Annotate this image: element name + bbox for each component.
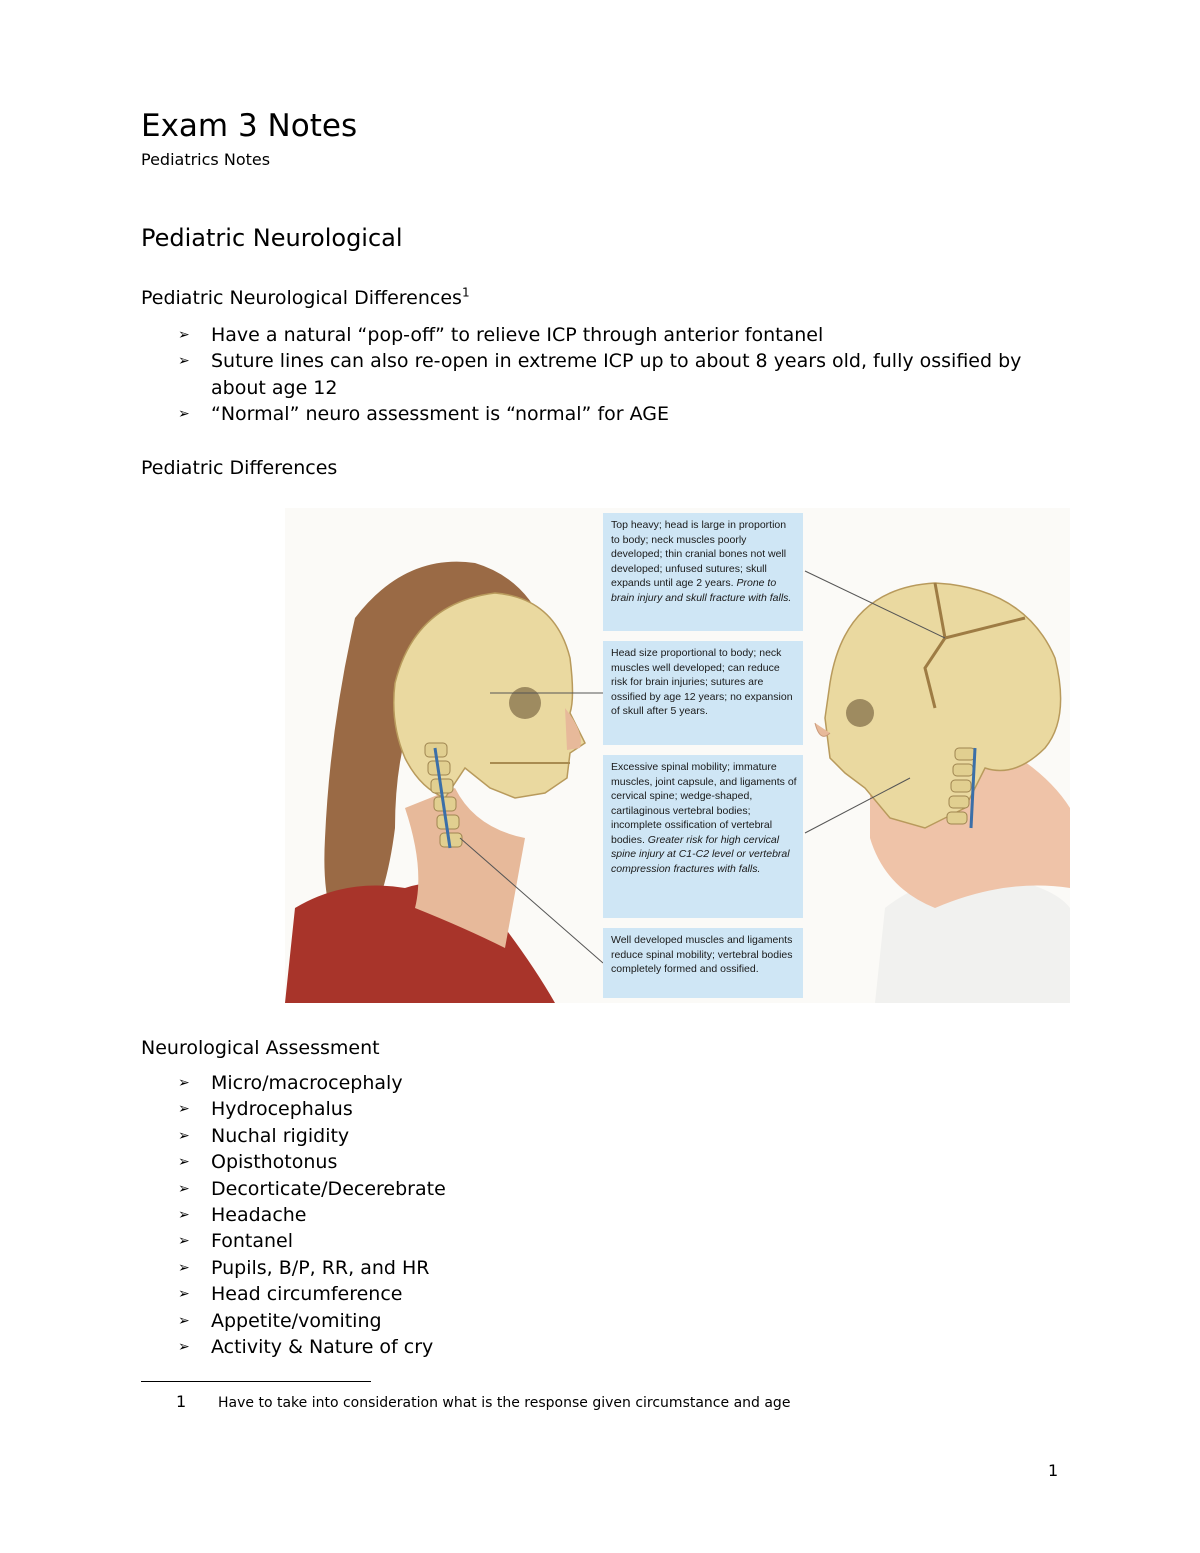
list-item: [178, 401, 1068, 427]
list-item-text: Micro/macrocephaly: [211, 1072, 403, 1094]
footnote-separator: [141, 1381, 371, 1382]
list-item-text: Have a natural “pop-off” to relieve ICP through anterior fontanel: [211, 324, 824, 346]
list-item-text: Suture lines can also re-open in extreme ICP up to about 8 years old, fully ossified by about age 12: [211, 350, 1022, 399]
list-item-text: Decorticate/Decerebrate: [211, 1177, 446, 1200]
callout-infant-head: Top heavy; head is large in proportion to body; neck muscles poorly developed; thin cranial bones not well developed; unfused sutures; skull expands until age 2 years. Prone to brain injury and skull fracture with falls.: [603, 513, 803, 631]
bullet-arrow-icon: ➢: [178, 406, 190, 423]
bullet-arrow-icon: ➢: [178, 1075, 190, 1091]
list-item-text: Fontanel: [211, 1230, 294, 1253]
adult-eye-socket: [509, 687, 541, 719]
list-item-text: Headache: [211, 1204, 307, 1227]
list-item-text: Pupils, B/P, RR, and HR: [211, 1256, 430, 1279]
footnote: [176, 1392, 790, 1411]
document-subtitle: Pediatrics Notes: [141, 150, 271, 169]
list-item: [178, 1281, 1068, 1307]
anatomy-figure: [285, 508, 1070, 1003]
page-number: 1: [1048, 1461, 1059, 1480]
bullet-arrow-icon: ➢: [178, 1207, 190, 1224]
list-item-text: Head circumference: [211, 1283, 403, 1306]
list-item: [178, 348, 1068, 401]
list-item-text: Opisthotonus: [211, 1151, 338, 1174]
list-item: [178, 1096, 1068, 1122]
pediatric-differences-heading: Pediatric Differences: [141, 457, 338, 479]
footnote-number: 1: [176, 1392, 187, 1411]
bullet-arrow-icon: ➢: [178, 1127, 190, 1144]
footnote-reference[interactable]: 1: [461, 285, 470, 300]
callout-adult-head: Head size proportional to body; neck muscles well developed; can reduce risk for brain injuries; sutures are ossified by age 12 years; no expansion of skull after 5 years.: [603, 641, 803, 745]
bullet-arrow-icon: ➢: [178, 1312, 190, 1329]
callout-adult-spine: Well developed muscles and ligaments reduce spinal mobility; vertebral bodies completely formed and ossified.: [603, 928, 803, 998]
child-blanket: [875, 876, 1070, 1003]
bullet-arrow-icon: ➢: [178, 1101, 190, 1118]
list-item-text: “Normal” neuro assessment is “normal” for AGE: [211, 403, 669, 426]
list-item: [178, 1228, 1068, 1254]
document-title: Exam 3 Notes: [141, 108, 358, 144]
assessment-list: [178, 1070, 1068, 1360]
bullet-arrow-icon: ➢: [178, 353, 190, 370]
differences-list: [178, 322, 1068, 428]
bullet-arrow-icon: ➢: [178, 1339, 190, 1356]
list-item: [178, 1123, 1068, 1149]
list-item-text: Nuchal rigidity: [211, 1124, 350, 1147]
list-item: [178, 1176, 1068, 1202]
bullet-arrow-icon: ➢: [178, 1233, 190, 1250]
list-item-text: Appetite/vomiting: [211, 1309, 382, 1332]
section-title: Pediatric Neurological: [141, 224, 403, 252]
neurological-assessment-heading: Neurological Assessment: [141, 1037, 380, 1059]
bullet-arrow-icon: ➢: [178, 1259, 190, 1276]
footnote-text: Have to take into consideration what is the response given circumstance and age: [218, 1395, 791, 1411]
list-item: [178, 1070, 1068, 1096]
list-item-text: Hydrocephalus: [211, 1098, 353, 1121]
bullet-arrow-icon: ➢: [178, 327, 190, 343]
callout-infant-spine: Excessive spinal mobility; immature muscles, joint capsule, and ligaments of cervical spine; wedge-shaped, cartilaginous vertebral bodies; incomplete ossification of vertebral bodies. Greater risk for high cervical spine injury at C1-C2 level or vertebral compression fractures with falls.: [603, 755, 803, 918]
list-item: [178, 1308, 1068, 1334]
list-item: [178, 1334, 1068, 1360]
list-item: [178, 1255, 1068, 1281]
bullet-arrow-icon: ➢: [178, 1180, 190, 1197]
list-item-text: Activity & Nature of cry: [211, 1336, 434, 1359]
list-item: [178, 1149, 1068, 1175]
bullet-arrow-icon: ➢: [178, 1154, 190, 1171]
child-eye-socket: [846, 699, 874, 727]
list-item: [178, 1202, 1068, 1228]
bullet-arrow-icon: ➢: [178, 1286, 190, 1303]
differences-heading: [141, 287, 470, 309]
list-item: [178, 322, 1068, 348]
differences-heading-text: Pediatric Neurological Differences: [141, 287, 462, 309]
